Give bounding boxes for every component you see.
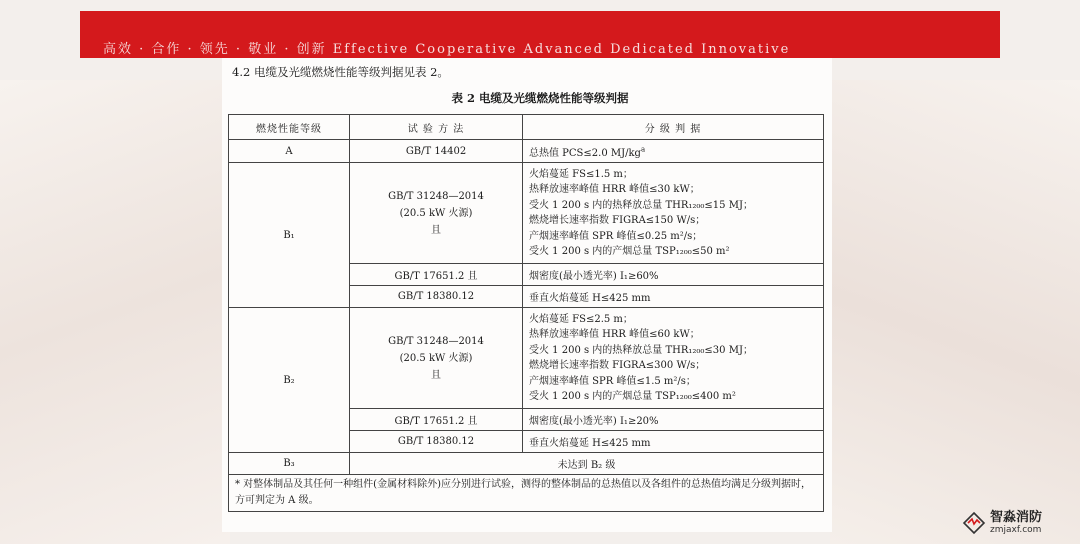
table-caption: 表 2 电缆及光缆燃烧性能等级判据 bbox=[451, 91, 629, 105]
header-criteria: 分 级 判 据 bbox=[523, 115, 824, 140]
table-footnote: * 对整体制品及其任何一种组件(金属材料除外)应分别进行试验，测得的整体制品的总热值以及各组件的总热值均满足分级判据时，方可判定为 A 级。 bbox=[229, 475, 824, 512]
watermark bbox=[962, 508, 1062, 538]
background-decoration-left bbox=[0, 80, 230, 544]
method-b2-smoke: GB/T 17651.2 且 bbox=[350, 409, 523, 431]
criteria-b2-flame: 垂直火焰蔓延 H≤425 mm bbox=[523, 431, 824, 453]
criteria-b1: 火焰蔓延 FS≤1.5 m； 热释放速率峰值 HRR 峰值≤30 kW； 受火 1 200 s 内的热释放总量 THR₁₂₀₀≤15 MJ； 燃烧增长速率指数 FIGRA≤150 W/s； 产烟速率峰值 SPR 峰值≤0.25 m²/s； 受火 1 200 s 内的产烟总量 TSP₁₂₀₀≤50 m² bbox=[523, 163, 824, 264]
watermark-url: zmjaxf.com bbox=[990, 524, 1042, 535]
method-a: GB/T 14402 bbox=[350, 140, 523, 163]
table-footnote-row bbox=[229, 475, 824, 512]
grading-table bbox=[228, 114, 824, 512]
method-b2: GB/T 31248—2014 (20.5 kW 火源) 且 bbox=[350, 308, 523, 409]
criteria-b2-smoke: 烟密度(最小透光率) I₁≥20% bbox=[523, 409, 824, 431]
table-row-a bbox=[229, 140, 824, 163]
header-level: 燃烧性能等级 bbox=[229, 115, 350, 140]
header-method: 试 验 方 法 bbox=[350, 115, 523, 140]
table-row-b2 bbox=[229, 308, 824, 409]
level-b2: B₂ bbox=[229, 308, 350, 453]
method-b2-flame: GB/T 18380.12 bbox=[350, 431, 523, 453]
watermark-text bbox=[990, 511, 1042, 536]
table-header-row bbox=[229, 115, 824, 140]
watermark-title: 智淼消防 bbox=[990, 509, 1043, 525]
section-intro: 4.2 电缆及光缆燃烧性能等级判据见表 2。 bbox=[232, 65, 449, 79]
table-row-b1 bbox=[229, 163, 824, 264]
level-b1: B₁ bbox=[229, 163, 350, 308]
banner-slogan: 高效 · 合作 · 领先 · 敬业 · 创新 Effective Cooperative Advanced Dedicated Innovative bbox=[103, 42, 791, 57]
criteria-a: 总热值 PCS≤2.0 $MJ/kg^a$ bbox=[523, 140, 824, 163]
method-b1-flame: GB/T 18380.12 bbox=[350, 286, 523, 308]
criteria-b1-flame: 垂直火焰蔓延 H≤425 mm bbox=[523, 286, 824, 308]
method-b1: GB/T 31248—2014 (20.5 kW 火源) 且 bbox=[350, 163, 523, 264]
method-b1-smoke: GB/T 17651.2 且 bbox=[350, 264, 523, 286]
criteria-b1-smoke: 烟密度(最小透光率) I₁≥60% bbox=[523, 264, 824, 286]
criteria-b3: 未达到 B₂ 级 bbox=[350, 453, 824, 475]
zhimiao-logo-icon bbox=[962, 511, 986, 535]
background-decoration-right bbox=[830, 80, 1080, 544]
level-b3: B₃ bbox=[229, 453, 350, 475]
level-a: A bbox=[229, 140, 350, 163]
criteria-b2: 火焰蔓延 FS≤2.5 m； 热释放速率峰值 HRR 峰值≤60 kW； 受火 1 200 s 内的热释放总量 THR₁₂₀₀≤30 MJ； 燃烧增长速率指数 FIGRA≤300 W/s； 产烟速率峰值 SPR 峰值≤1.5 m²/s； 受火 1 200 s 内的产烟总量 TSP₁₂₀₀≤400 m² bbox=[523, 308, 824, 409]
table-row-b3 bbox=[229, 453, 824, 475]
